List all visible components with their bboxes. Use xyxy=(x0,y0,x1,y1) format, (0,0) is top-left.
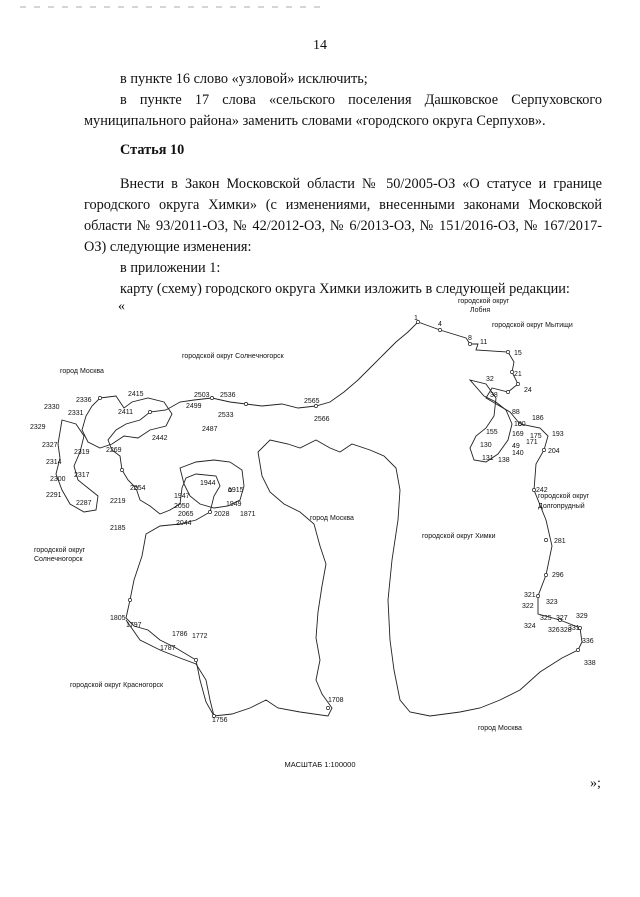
svg-text:2533: 2533 xyxy=(218,412,234,419)
paragraph-2: в пункте 17 слова «сельского поселения Дашковское Серпуховского муниципального района» заменить словами «городского округа Серпухов». xyxy=(84,92,602,129)
quote-close: »; xyxy=(590,776,601,791)
svg-text:2219: 2219 xyxy=(110,498,126,505)
svg-text:140: 140 xyxy=(512,450,524,457)
svg-text:15: 15 xyxy=(514,350,522,357)
svg-text:323: 323 xyxy=(546,599,558,606)
label-dolgoprudny-2: Долгопрудный xyxy=(538,503,585,510)
svg-text:193: 193 xyxy=(552,431,564,438)
svg-text:2331: 2331 xyxy=(68,410,84,417)
label-lobnya-2: Лобня xyxy=(470,307,491,314)
svg-text:2269: 2269 xyxy=(106,447,122,454)
svg-text:2566: 2566 xyxy=(314,416,330,423)
svg-text:49: 49 xyxy=(512,443,520,450)
svg-text:2499: 2499 xyxy=(186,403,202,410)
svg-text:242: 242 xyxy=(536,487,548,494)
svg-text:1: 1 xyxy=(414,315,418,322)
svg-text:2536: 2536 xyxy=(220,392,236,399)
svg-text:1949: 1949 xyxy=(226,501,242,508)
svg-text:155: 155 xyxy=(486,429,498,436)
svg-text:2287: 2287 xyxy=(76,500,92,507)
label-krasnogorsk: городской округ Красногорск xyxy=(70,682,164,689)
svg-text:2065: 2065 xyxy=(178,511,194,518)
svg-text:2291: 2291 xyxy=(46,492,62,499)
label-moskva-center: город Москва xyxy=(310,515,354,522)
svg-text:1797: 1797 xyxy=(126,622,142,629)
paragraph-5: карту (схему) городского округа Химки изложить в следующей редакции: xyxy=(120,281,570,297)
svg-text:2185: 2185 xyxy=(110,525,126,532)
map-scale: МАСШТАБ 1:100000 xyxy=(284,760,356,769)
svg-text:32: 32 xyxy=(486,376,494,383)
label-solnechnogorsk-left-2: Солнечногорск xyxy=(34,556,83,563)
svg-text:2330: 2330 xyxy=(44,404,60,411)
svg-text:338: 338 xyxy=(584,660,596,667)
label-solnechnogorsk-top: городской округ Солнечногорск xyxy=(182,353,284,360)
svg-text:336: 336 xyxy=(582,638,594,645)
svg-text:1915: 1915 xyxy=(228,487,244,494)
svg-text:204: 204 xyxy=(548,448,560,455)
svg-text:2317: 2317 xyxy=(74,472,90,479)
svg-text:325: 325 xyxy=(540,615,552,622)
svg-text:1756: 1756 xyxy=(212,717,228,724)
svg-text:1708: 1708 xyxy=(328,697,344,704)
article-heading: Статья 10 xyxy=(120,142,185,158)
svg-text:1805: 1805 xyxy=(110,615,126,622)
svg-text:324: 324 xyxy=(524,623,536,630)
svg-text:329: 329 xyxy=(576,613,588,620)
svg-text:281: 281 xyxy=(554,538,566,545)
svg-text:130: 130 xyxy=(480,442,492,449)
svg-text:1871: 1871 xyxy=(240,511,256,518)
label-moskva-left: город Москва xyxy=(60,368,104,375)
label-khimki: городской округ Химки xyxy=(422,533,496,540)
page-number: 14 xyxy=(313,38,327,53)
svg-text:321: 321 xyxy=(524,592,536,599)
svg-text:24: 24 xyxy=(524,387,532,394)
boundary-west-cluster xyxy=(56,420,98,512)
svg-text:8: 8 xyxy=(468,335,472,342)
paragraph-3: Внести в Закон Московской области № 50/2005-ОЗ «О статусе и границе городского округа Химки» (с изменениями, внесенными законами Московской области № 93/2011-ОЗ, № 42/2012-ОЗ, № 6/2013-ОЗ, № 151/2016-ОЗ, № 167/2017-ОЗ) следующие изменения: xyxy=(84,176,602,255)
svg-text:171: 171 xyxy=(526,439,538,446)
svg-text:1772: 1772 xyxy=(192,633,208,640)
svg-text:2411: 2411 xyxy=(118,409,134,416)
svg-text:326: 326 xyxy=(548,627,560,634)
svg-text:11: 11 xyxy=(480,339,488,346)
svg-text:2329: 2329 xyxy=(30,424,46,431)
svg-text:2442: 2442 xyxy=(152,435,168,442)
svg-text:38: 38 xyxy=(490,392,498,399)
svg-text:2044: 2044 xyxy=(176,520,192,527)
label-dolgoprudny-1: городской округ xyxy=(538,493,590,500)
svg-text:2254: 2254 xyxy=(130,485,146,492)
label-moskva-bottom: город Москва xyxy=(478,725,522,732)
svg-text:1786: 1786 xyxy=(172,631,188,638)
svg-text:2336: 2336 xyxy=(76,397,92,404)
svg-text:186: 186 xyxy=(532,415,544,422)
svg-text:322: 322 xyxy=(522,603,534,610)
svg-text:1947: 1947 xyxy=(174,493,190,500)
svg-text:2319: 2319 xyxy=(74,449,90,456)
svg-text:21: 21 xyxy=(514,371,522,378)
svg-text:327: 327 xyxy=(556,615,568,622)
svg-text:2327: 2327 xyxy=(42,442,58,449)
svg-text:2565: 2565 xyxy=(304,398,320,405)
label-mytishchi: городской округ Мытищи xyxy=(492,322,573,329)
svg-text:138: 138 xyxy=(498,457,510,464)
svg-text:1787: 1787 xyxy=(160,645,176,652)
svg-text:4: 4 xyxy=(438,321,442,328)
svg-text:169: 169 xyxy=(512,431,524,438)
svg-text:328: 328 xyxy=(560,627,572,634)
svg-text:180: 180 xyxy=(514,421,526,428)
svg-text:2028: 2028 xyxy=(214,511,230,518)
svg-text:2415: 2415 xyxy=(128,391,144,398)
svg-text:331: 331 xyxy=(568,625,580,632)
label-lobnya-1: городской округ xyxy=(458,298,510,305)
svg-text:1944: 1944 xyxy=(200,480,216,487)
svg-text:131: 131 xyxy=(482,455,494,462)
svg-text:88: 88 xyxy=(512,409,520,416)
svg-text:2487: 2487 xyxy=(202,426,218,433)
svg-text:175: 175 xyxy=(530,433,542,440)
paragraph-1: в пункте 16 слово «узловой» исключить; xyxy=(120,71,368,87)
paragraph-4: в приложении 1: xyxy=(120,260,221,276)
svg-text:2050: 2050 xyxy=(174,503,190,510)
svg-text:2314: 2314 xyxy=(46,459,62,466)
svg-text:2503: 2503 xyxy=(194,392,210,399)
quote-open: « xyxy=(118,299,125,314)
svg-text:296: 296 xyxy=(552,572,564,579)
label-solnechnogorsk-left-1: городской округ xyxy=(34,547,86,554)
svg-text:2300: 2300 xyxy=(50,476,66,483)
